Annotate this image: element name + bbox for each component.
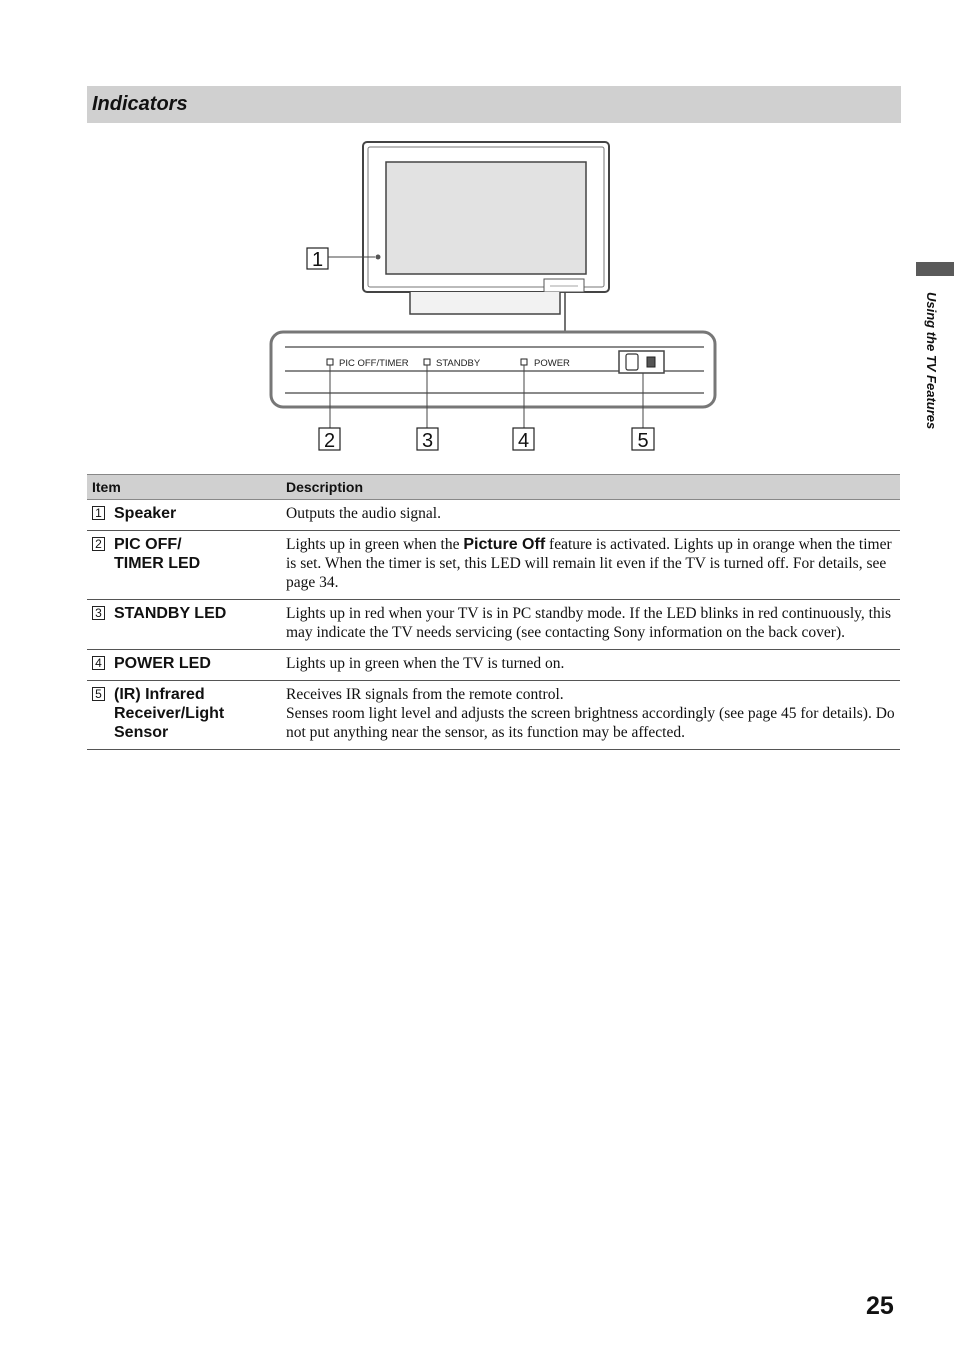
item-number-box: 2 (92, 537, 105, 551)
tv-indicators-diagram (0, 0, 954, 470)
item-description: Outputs the audio signal. (286, 505, 441, 522)
column-header-description: Description (281, 475, 900, 500)
callout-5 (632, 428, 654, 452)
table-row (87, 500, 900, 531)
callout-5-label: 5 (637, 430, 649, 452)
led-label-power: POWER (534, 358, 570, 369)
table-row (87, 650, 900, 681)
power-led (521, 359, 527, 365)
callout-2-label: 2 (323, 430, 336, 452)
item-number-box: 1 (92, 506, 105, 520)
indicator-panel-closeup (271, 332, 715, 407)
item-description: Senses room light level and adjusts the screen brightness accordingly (see page 45 for details). Do not put anything near the sensor, as its function may be affected. (286, 705, 895, 741)
table-row (87, 600, 900, 650)
item-description: Lights up in red when your TV is in PC standby mode. If the LED blinks in red continuously, this may indicate the TV needs servicing (see contacting Sony information on the back cover). (286, 605, 892, 641)
item-name: PIC OFF/ TIMER LED (114, 536, 201, 572)
item-number-box: 3 (92, 606, 105, 620)
led-label-pic-off-timer: PIC OFF/TIMER (339, 358, 409, 369)
standby-led (424, 359, 430, 365)
indicators-table (87, 474, 900, 750)
callout-3 (417, 428, 438, 452)
item-name: Speaker (114, 505, 177, 522)
table-row (87, 681, 900, 750)
callout-4 (513, 428, 534, 452)
item-name: STANDBY LED (114, 605, 227, 622)
callout-3-label: 3 (421, 430, 434, 452)
table-row (87, 531, 900, 600)
section-title: Indicators (92, 93, 188, 115)
item-description: Lights up in green when the Picture Off feature is activated. Lights up in orange when the timer is set. When the timer is set, this LED will remain lit even if the TV is turned off. For details, see page 34. (281, 531, 900, 600)
column-header-item: Item (87, 475, 281, 500)
page-number: 25 (866, 1292, 894, 1320)
item-number-box: 4 (92, 656, 105, 670)
item-number-box: 5 (92, 687, 105, 701)
table-header-row (87, 475, 900, 500)
pic-off-timer-led (327, 359, 333, 365)
side-tab-label: Using the TV Features (924, 292, 939, 430)
tv-illustration (363, 142, 609, 332)
item-name: (IR) Infrared Receiver/Light Sensor (114, 686, 225, 741)
item-description: Receives IR signals from the remote control. (286, 686, 564, 703)
callout-4-label: 4 (517, 430, 530, 452)
item-name: POWER LED (114, 655, 211, 672)
item-description: Lights up in green when the TV is turned on. (286, 655, 565, 672)
callout-2 (319, 428, 340, 452)
feature-name: Picture Off (463, 536, 546, 553)
callout-1-label: 1 (311, 249, 324, 271)
led-label-standby: STANDBY (436, 358, 481, 369)
